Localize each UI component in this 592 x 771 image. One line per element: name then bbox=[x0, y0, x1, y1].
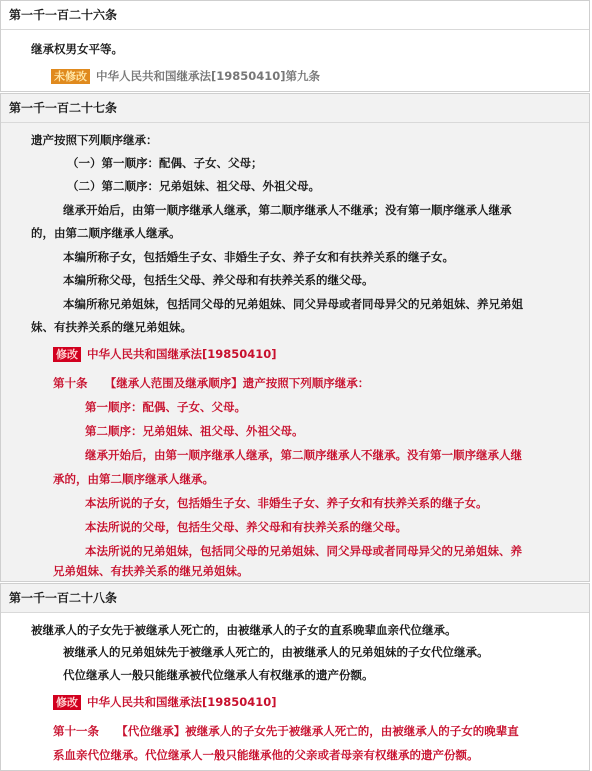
revised-badge: 修改 bbox=[53, 347, 81, 362]
article-text-line: 妹、有扶养关系的继兄弟姐妹。 bbox=[31, 320, 192, 334]
article-text-line: 本编所称兄弟姐妹，包括同父母的兄弟姐妹、同父异母或者同母异父的兄弟姐妹、养兄弟姐 bbox=[63, 297, 523, 311]
old-text-line: 系血亲代位继承。代位继承人一般只能继承他的父亲或者母亲有权继承的遗产份额。 bbox=[53, 748, 479, 762]
article-text-line: 本编所称子女，包括婚生子女、非婚生子女、养子女和有扶养关系的继子女。 bbox=[63, 250, 454, 264]
article-title: 第一千一百二十八条 bbox=[1, 584, 589, 613]
revised-badge: 修改 bbox=[53, 695, 81, 710]
old-text-line: 本法所说的父母，包括生父母、养父母和有扶养关系的继父母。 bbox=[85, 520, 407, 534]
article-text-line: （二）第二顺序：兄弟姐妹、祖父母、外祖父母。 bbox=[67, 179, 320, 193]
article-1128-section bbox=[0, 583, 590, 771]
article-text-line: 继承开始后，由第一顺序继承人继承，第二顺序继承人不继承；没有第一顺序继承人继承 bbox=[63, 203, 512, 217]
reference-source: 中华人民共和国继承法[19850410] bbox=[87, 695, 277, 709]
old-text-line: 本法所说的子女，包括婚生子女、非婚生子女、养子女和有扶养关系的继子女。 bbox=[85, 496, 488, 510]
old-text-line: 第一顺序：配偶、子女、父母。 bbox=[85, 400, 246, 414]
article-text-line: 继承权男女平等。 bbox=[31, 42, 123, 56]
article-1126-section bbox=[0, 0, 590, 92]
old-text-line: 第十条 【继承人范围及继承顺序】遗产按照下列顺序继承： bbox=[53, 376, 370, 390]
reference-row bbox=[51, 68, 320, 84]
article-text-line: 被继承人的兄弟姐妹先于被继承人死亡的，由被继承人的兄弟姐妹的子女代位继承。 bbox=[63, 645, 489, 659]
article-title: 第一千一百二十七条 bbox=[1, 94, 589, 123]
article-title: 第一千一百二十六条 bbox=[1, 1, 589, 30]
old-text-line: 第十一条 【代位继承】被继承人的子女先于被继承人死亡的，由被继承人的子女的晚辈直 bbox=[53, 724, 519, 738]
unrevised-badge: 未修改 bbox=[51, 69, 90, 84]
reference-row bbox=[53, 694, 277, 710]
old-text-line: 兄弟姐妹、有扶养关系的继兄弟姐妹。 bbox=[53, 564, 249, 578]
reference-source: 中华人民共和国继承法[19850410]第九条 bbox=[96, 69, 321, 83]
article-text-line: 遗产按照下列顺序继承： bbox=[31, 133, 158, 147]
article-text-line: （一）第一顺序：配偶、子女、父母； bbox=[67, 156, 263, 170]
article-text-line: 被继承人的子女先于被继承人死亡的，由被继承人的子女的直系晚辈血亲代位继承。 bbox=[31, 623, 457, 637]
old-text-line: 第二顺序：兄弟姐妹、祖父母、外祖父母。 bbox=[85, 424, 304, 438]
reference-row bbox=[53, 346, 277, 362]
old-text-line: 继承开始后，由第一顺序继承人继承，第二顺序继承人不继承。没有第一顺序继承人继 bbox=[85, 448, 522, 462]
reference-source: 中华人民共和国继承法[19850410] bbox=[87, 347, 277, 361]
article-text-line: 本编所称父母，包括生父母、养父母和有扶养关系的继父母。 bbox=[63, 273, 374, 287]
article-text-line: 的，由第二顺序继承人继承。 bbox=[31, 226, 181, 240]
old-text-line: 本法所说的兄弟姐妹，包括同父母的兄弟姐妹、同父异母或者同母异父的兄弟姐妹、养 bbox=[85, 544, 522, 558]
old-text-line: 承的，由第二顺序继承人继承。 bbox=[53, 472, 214, 486]
article-1127-section bbox=[0, 93, 590, 582]
article-text-line: 代位继承人一般只能继承被代位继承人有权继承的遗产份额。 bbox=[63, 668, 374, 682]
